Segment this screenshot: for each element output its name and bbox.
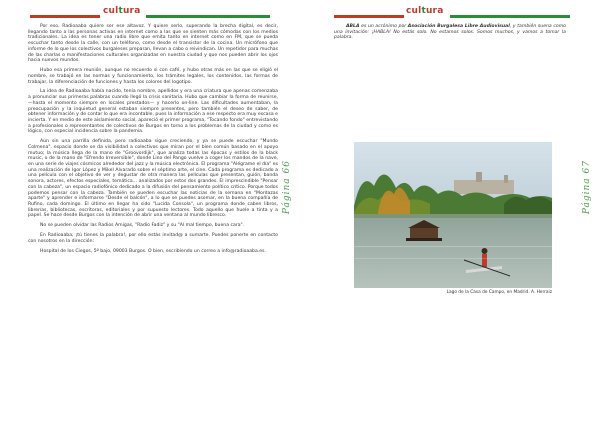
paragraph: La idea de Radioaaba había nacido, tenía nombre, apellidos y era una criatura que apenas comenzaba a pronunciar sus primeras palabras cuando llegó la crisis sanitaria. Hubo que cambiar la forma de reunirse, —hasta el momento siempre en locales prestados— y hacerlo on-line. Las dificultades aumentaban, la preocupación y la inquietud general estaban siempre presentes, pero también el deseo de saber, de obtener información y de contar lo que era incontable, pues la información a ese respecto era muy escasa e incierta. Y en medio de este aislamiento social, apareció el primer programa, "Tocando fondo" entrevistando a profesionales o representantes de colectivos de Burgos en torno a los problemas de la ciudad y como es lógico, con especial incidencia sobre la pandemia. [28,89,278,135]
header-rule-green [450,15,570,18]
page-number-right: Página 67 [582,160,592,215]
paragraph: Hubo esa primera reunión, aunque no recuerdo si con café, y hubo otras más en las que se eligió el nombre, se trabajó en las normas y funcionamiento, los trámites legales, los contenidos, las formas de trabajar, la diferenciación de funciones y hasta los colores del logotipo. [28,68,278,85]
header-rule-green [146,15,270,18]
intro-paragraph: ABLA es un acrónimo por Asociación Burgalesa Libre Audiovisual, y también suena como una invitación: ¡HABLA! No estás solo. No estamos solos. Somos muchos, y vamos a tomar la palabra. [334,24,566,41]
paragraph: No se pueden olvidar las Radios Amigas, "Radio Fadiz" y su "Al mal tiempo, buena cara". [40,223,245,229]
paragraph: En Radioaaba, ¡tú tienes la palabra!, por ello estás invitad@ a sumarte. Puedes ponerte en contacto con nosotros en la dirección: [28,233,278,244]
photo-caption: Lago de la Casa de Campo, en Madrid. A. Herraiz [446,290,552,295]
association-name: Asociación Burgalesa Libre Audiovisual [407,24,510,29]
paragraph: Por eso, Radioaaba quiere ser ese altavoz. Y quiere serlo, superando la brecha digital, es decir, llegando tanto a las personas activas en internet como a las que se sienten más cómodas con los medios tradicionales. La idea es tener una radio libre que emita tanto en internet como en FM, que se pueda escuchar tanto desde la calle, con un teléfono, como desde el transistor de la cocina. Un micrófono que informe de lo que los colectivos burgaleses preparan, llevan a cabo o reivindican. Un repetidor para muchas de las charlas o manifestaciones culturales organizadas en nuestra ciudad y que nos pueden abrir los ojos hacia nuevos mundos. [28,24,278,64]
page-number-left: Página 66 [282,160,292,215]
right-page [300,0,600,424]
magazine-logo: cultura [103,6,141,16]
lake-photo [354,142,552,288]
paragraph: Aún sin una parrilla definida, pero radioaaba sigue creciendo, y ya se puede escuchar "Mundo Colmena", espacio donde se da visibilidad a colectivos que miran por el bien común basado en el apoyo mutuo; la música llega de la mano de "Groovordijk", que analiza todas las épocas y estilos de la black music, o de la mano de "Efrendo Irreversible", donde Lino del Pango vuelve a coger los mandos de la nave, en una serie de viajes cósmicos alrededor del jazz y la música electrónica. El programa "Alégrame el día" es una realización de Igor López y Mikel Alvarado sobre el séptimo arte, el cine. Cada programa es dedicado a una película con el objetivo de ver y degustar de otra manera las películas que presentan, guión, banda sonora, actores, efectos especiales, temática... analizados por estos dos grandes. El imprescindible "Pensar con la cabeza", un espacio radiofónico dedicado a la difusión del pensamiento político crítico. Porque todos podemos pensar con la cabeza. También se pueden escuchar las noticias de la semana en "Mordazas aparte" y aprender e informarse "Desde el balcón", a lo que se puedes asomar, en la buena compañía de Rufino, cada domingo. El último en llegar ha sido "Lucida Consola", un programa donde caben libros, librerías, bibliotecas, escritoras, editoriales y por supuesto lectores. Todo aquello que huele a tinta y a papel. Se hace desde Burgos con la intención de abrir una ventana al mundo libresco. [28,139,278,219]
article-body [28,24,278,259]
paragraph: Hospital de los Ciegos, 5º bajo, 09003 Burgos. O bien, escribiendo un correo a info@radioaaba.es. [40,248,266,254]
acronym: ABLA [346,24,360,29]
header-rule-red [334,15,404,18]
header-rule-red [30,15,100,18]
magazine-logo: cultura [406,6,444,16]
